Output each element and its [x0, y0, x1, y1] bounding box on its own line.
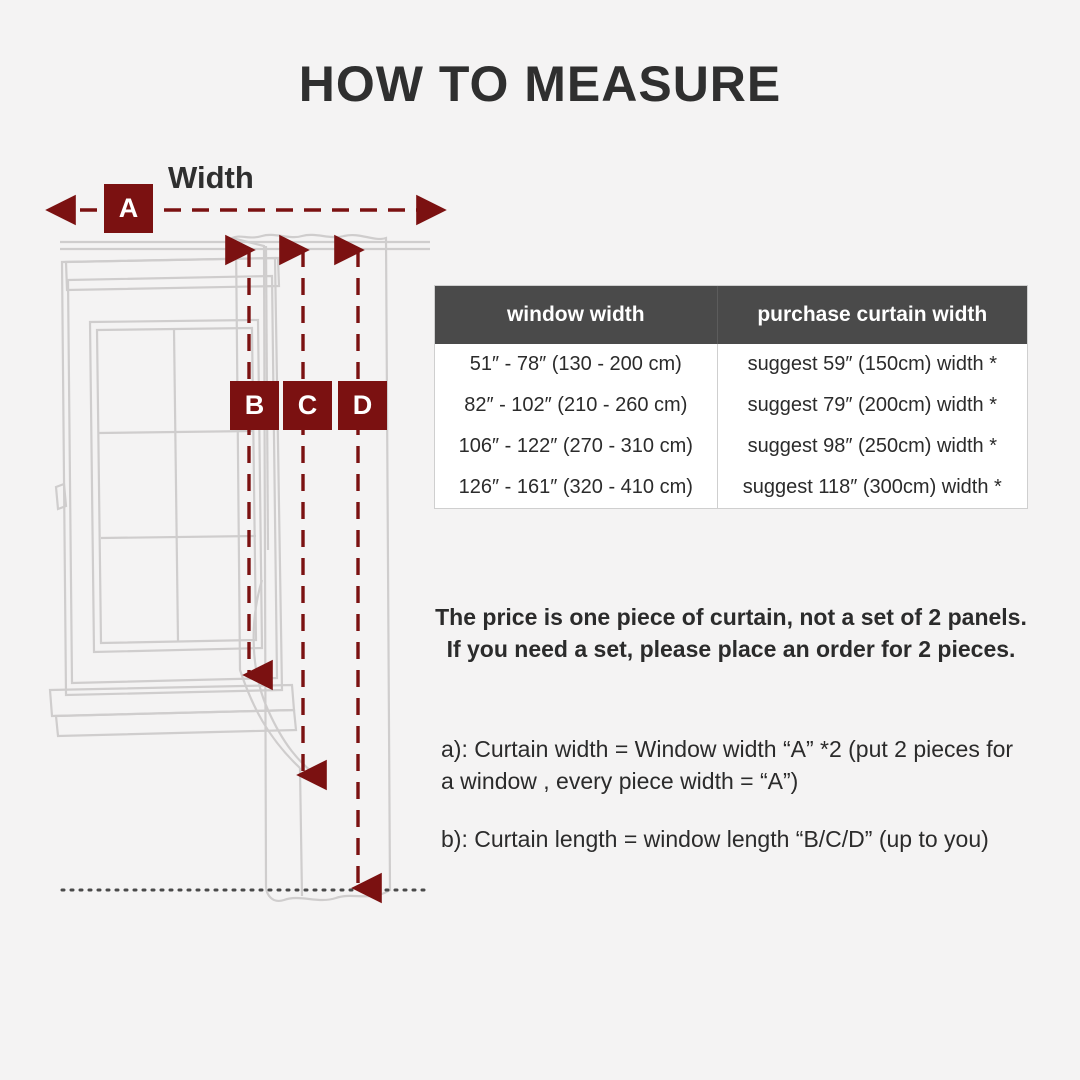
cell-window-width: 51″ - 78″ (130 - 200 cm): [435, 344, 717, 385]
cell-window-width: 82″ - 102″ (210 - 260 cm): [435, 385, 717, 426]
table-header-row: [435, 286, 1027, 344]
cell-window-width: 106″ - 122″ (270 - 310 cm): [435, 426, 717, 467]
marker-a: A: [104, 184, 153, 233]
page-title: HOW TO MEASURE: [298, 56, 782, 112]
marker-c: C: [283, 381, 332, 430]
cell-curtain-width: suggest 59″ (150cm) width *: [747, 353, 997, 376]
note-price: The price is one piece of curtain, not a set of 2 panels. If you need a set, please place an order for 2 pieces.: [435, 604, 1027, 662]
measurement-illustration: [0, 150, 460, 930]
note-curtain-length: b): Curtain length = window length “B/C/D” (up to you): [441, 826, 989, 852]
marker-b: B: [230, 381, 279, 430]
table-row: [435, 426, 1027, 467]
size-table: [434, 285, 1028, 509]
cell-window-width: 126″ - 161″ (320 - 410 cm): [435, 467, 717, 508]
table-row: [435, 344, 1027, 385]
cell-curtain-width: suggest 118″ (300cm) width *: [742, 476, 1002, 499]
table-row: [435, 385, 1027, 426]
cell-curtain-width: suggest 79″ (200cm) width *: [747, 394, 997, 417]
column-header-window-width: window width: [435, 286, 717, 344]
column-header-purchase-curtain-width: purchase curtain width: [717, 286, 1027, 344]
table-row: [435, 467, 1027, 508]
width-label: Width: [168, 160, 254, 195]
note-curtain-width: a): Curtain width = Window width “A” *2 (put 2 pieces for a window , every piece width = “A”): [441, 736, 1014, 794]
marker-d: D: [338, 381, 387, 430]
cell-curtain-width: suggest 98″ (250cm) width *: [747, 435, 997, 458]
